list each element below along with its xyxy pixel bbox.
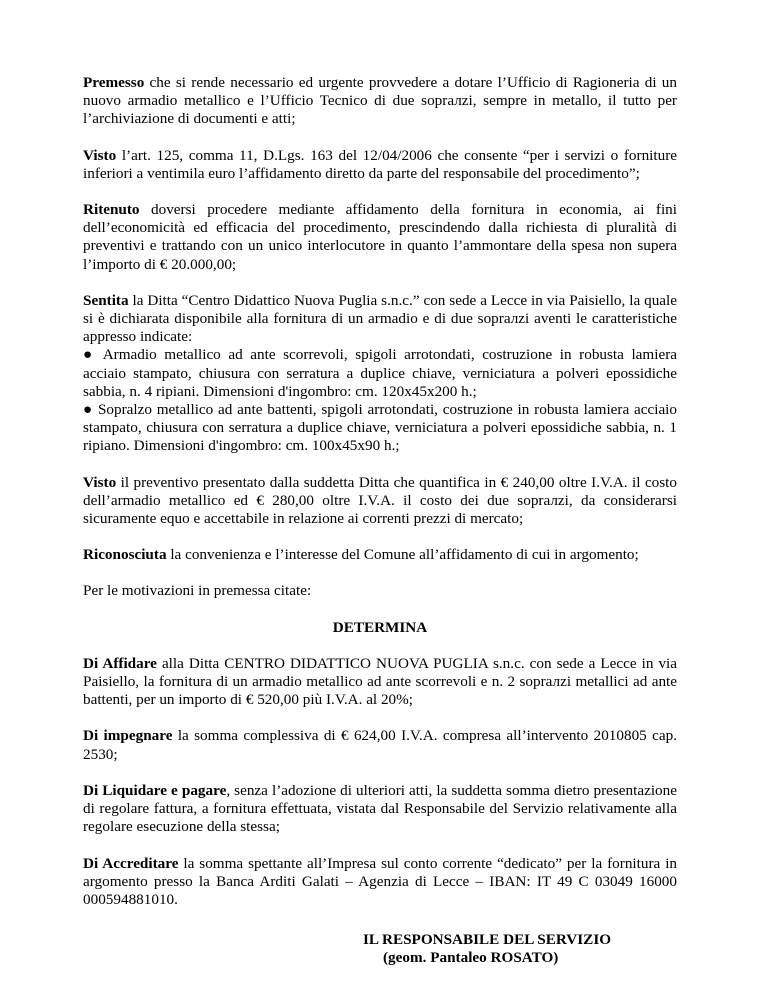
- paragraph-text: che si rende necessario ed urgente provvedere a dotare l’Ufficio di Ragioneria di un nuovo armadio metallico e l’Ufficio Tecnico di due soprалzi, sempre in metallo, il tutto per l’archiviazione di documenti e atti;: [83, 74, 677, 128]
- signature-block: [363, 931, 677, 967]
- paragraph-text: doversi procedere mediante affidamento della fornitura in economia, ai fini dell’economicità ed efficacia del procedimento, prescindendo dalla richiesta di pluralità di preventivi e trattando con un unico interlocutore in quanto l’ammontare della spesa non supera l’importo di € 20.000,00;: [83, 201, 677, 273]
- paragraph-visto-art125: [83, 147, 677, 183]
- paragraph-riconosciuta: [83, 546, 677, 564]
- paragraph-text: la Ditta “Centro Didattico Nuova Puglia s.n.c.” con sede a Lecce in via Paisiello, la quale si è dichiarata disponibile alla fornitura di un armadio e di due soprалzi aventi le caratteristiche appresso indicate:: [83, 291, 677, 346]
- section-heading-determina: DETERMINA: [332, 618, 428, 636]
- paragraph-lead: Visto: [83, 146, 117, 164]
- paragraph-lead: Di Affidare: [83, 654, 157, 672]
- paragraph-lead: Di Accreditare: [83, 854, 179, 872]
- signature-name: (geom. Pantaleo ROSATO): [383, 949, 559, 967]
- paragraph-text: l’art. 125, comma 11, D.Lgs. 163 del 12/04/2006 che consente “per i servizi o forniture inferiori a ventimila euro l’affidamento diretto da parte del responsabile del procedimento”;: [83, 146, 677, 182]
- paragraph-lead: Ritenuto: [83, 201, 140, 219]
- paragraph-impegnare: [83, 727, 677, 763]
- paragraph-lead: Visto: [83, 473, 117, 491]
- paragraph-lead: Premesso: [83, 74, 145, 91]
- list-item-armadio: ● Armadio metallico ad ante scorrevoli, spigoli arrotondati, costruzione in robusta lamiera acciaio stampato, chiusura con serratura a duplice chiave, verniciatura a polveri epossidiche sabbia, n. 4 ripiani. Dimensioni d'ingombro: cm. 120x45x200 h.;: [83, 346, 677, 400]
- list-item-sopralzo: ● Sopralzo metallico ad ante battenti, spigoli arrotondati, costruzione in robusta lamiera acciaio stampato, chiusura con serratura a duplice chiave, verniciatura a polveri epossidiche sabbia, n. 1 ripiano. Dimensioni d'ingombro: cm. 100x45x90 h.;: [83, 401, 677, 455]
- paragraph-text: il preventivo presentato dalla suddetta Ditta che quantifica in € 240,00 oltre I.V.A. il costo dell’armadio metallico ed € 280,00 oltre I.V.A. il costo dei due soprалzi, da considerarsi sicuramente equo e accettabile in relazione ai correnti prezzi di mercato;: [83, 473, 677, 528]
- paragraph-premesso: [83, 74, 677, 129]
- paragraph-lead: Riconosciuta: [83, 546, 167, 564]
- paragraph-accreditare: [83, 855, 677, 910]
- paragraph-text: , senza l’adozione di ulteriori atti, la suddetta somma dietro presentazione di regolare fattura, a fornitura effettuata, vistata dal Responsabile del Servizio relativamente alla regolare esecuzione della stessa;: [83, 781, 677, 836]
- paragraph-motivazioni: Per le motivazioni in premessa citate:: [83, 582, 312, 600]
- paragraph-sentita: [83, 292, 677, 456]
- paragraph-text: la convenienza e l’interesse del Comune all’affidamento di cui in argomento;: [166, 546, 639, 564]
- paragraph-visto-preventivo: [83, 474, 677, 529]
- paragraph-affidare: [83, 655, 677, 710]
- paragraph-liquidare: [83, 782, 677, 837]
- paragraph-lead: Di Liquidare e pagare: [83, 781, 227, 799]
- paragraph-text: alla Ditta CENTRO DIDATTICO NUOVA PUGLIA s.n.c. con sede a Lecce in via Paisiello, la fornitura di un armadio metallico ad ante scorrevoli e n. 2 soprалzi metallici ad ante battenti, per un importo di € 520,00 più I.V.A. al 20%;: [83, 654, 677, 709]
- document-body: [83, 74, 677, 968]
- paragraph-lead: Sentita: [83, 291, 129, 309]
- paragraph-lead: Di impegnare: [83, 727, 173, 745]
- paragraph-text: la somma spettante all’Impresa sul conto corrente “dedicato” per la fornitura in argomento presso la Banca Arditi Galati – Agenzia di Lecce – IBAN: IT 49 C 03049 16000 000594881010.: [83, 854, 678, 908]
- paragraph-sentita-intro: [83, 292, 677, 347]
- paragraph-text: la somma complessiva di € 624,00 I.V.A. compresa all’intervento 2010805 cap. 2530;: [83, 727, 677, 763]
- paragraph-ritenuto: [83, 201, 677, 274]
- signature-title: IL RESPONSABILE DEL SERVIZIO: [363, 931, 612, 949]
